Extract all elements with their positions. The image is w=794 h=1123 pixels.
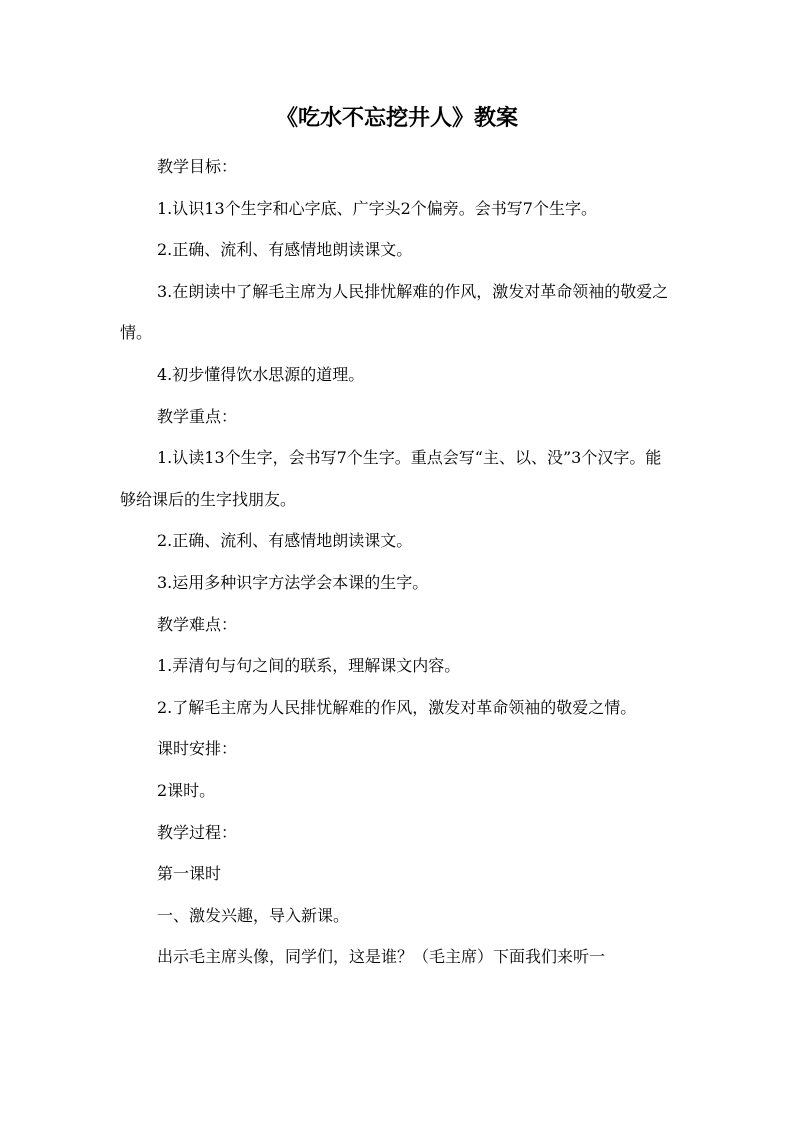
- heading-schedule: 课时安排：: [157, 739, 238, 759]
- step-one-text: 出示毛主席头像，同学们，这是谁？（毛主席）下面我们来听一: [157, 947, 606, 967]
- document-body: [120, 146, 676, 978]
- focus-item-3: 3.运用多种识字方法学会本课的生字。: [157, 572, 429, 592]
- document-title: 《吃水不忘挖井人》教案: [275, 105, 518, 131]
- step-one-heading: 一、激发兴趣，导入新课。: [157, 905, 350, 925]
- goal-item-3: 3.在朗读中了解毛主席为人民排忧解难的作风，激发对革命领袖的敬爱之情。: [120, 281, 669, 343]
- goal-item-1: 1.认识13个生字和心字底、广字头2个偏旁。会书写7个生字。: [157, 198, 597, 218]
- focus-item-2: 2.正确、流利、有感情地朗读课文。: [157, 531, 413, 551]
- focus-item-1: 1.认读13个生字，会书写7个生字。重点会写“主、以、没”3个汉字。能够给课后的生字找朋友。: [120, 448, 662, 509]
- heading-teaching-difficulty: 教学难点：: [157, 614, 238, 634]
- schedule-value: 2课时。: [157, 780, 216, 800]
- difficulty-item-1: 1.弄清句与句之间的联系，理解课文内容。: [157, 656, 461, 676]
- goal-item-4: 4.初步懂得饮水思源的道理。: [157, 364, 365, 384]
- heading-teaching-process: 教学过程：: [157, 822, 238, 842]
- heading-teaching-goals: 教学目标：: [157, 157, 238, 176]
- lesson-one-heading: 第一课时: [157, 864, 222, 884]
- heading-teaching-focus: 教学重点：: [157, 406, 238, 426]
- goal-item-2: 2.正确、流利、有感情地朗读课文。: [157, 240, 413, 260]
- difficulty-item-2: 2.了解毛主席为人民排忧解难的作风，激发对革命领袖的敬爱之情。: [157, 697, 637, 717]
